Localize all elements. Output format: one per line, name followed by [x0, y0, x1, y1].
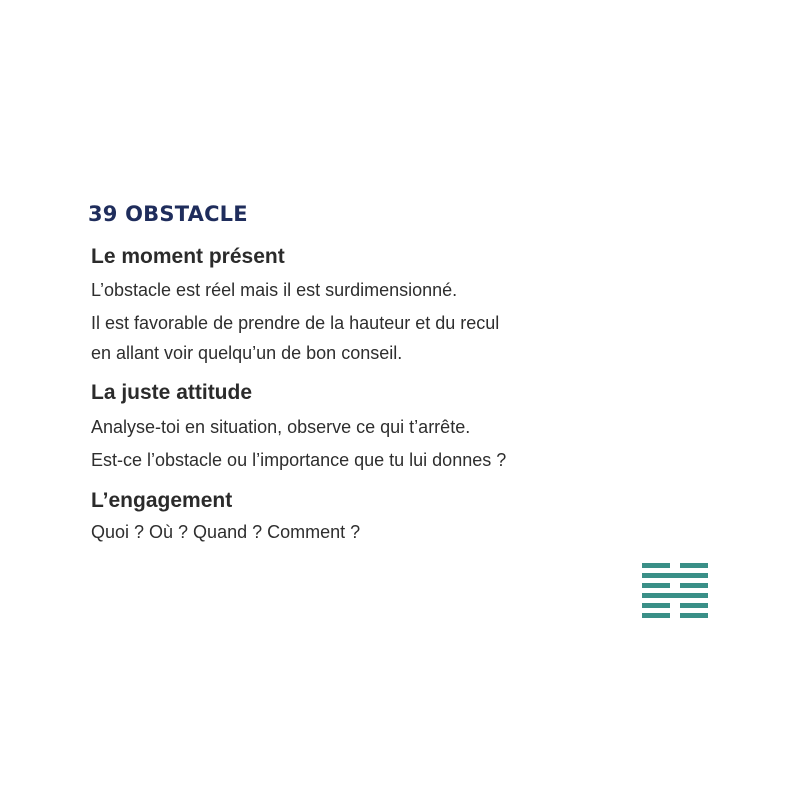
card-title: 39 OBSTACLE: [88, 202, 248, 226]
hexagram-segment: [642, 563, 670, 568]
hexagram-broken-line: [642, 583, 708, 588]
section-line: Quoi ? Où ? Quand ? Comment ?: [91, 522, 361, 542]
hexagram-segment: [680, 613, 708, 618]
hexagram-segment: [680, 563, 708, 568]
hexagram-solid-line: [642, 573, 708, 578]
hexagram-segment: [680, 583, 708, 588]
hexagram-segment: [642, 603, 670, 608]
section-line: Il est favorable de prendre de la hauteur et du recul: [91, 313, 500, 333]
hexagram-broken-line: [642, 613, 708, 618]
hexagram-icon: [642, 563, 708, 619]
hexagram-segment: [642, 593, 708, 598]
section-heading-attitude: La juste attitude: [91, 381, 253, 404]
hexagram-solid-line: [642, 593, 708, 598]
hexagram-broken-line: [642, 603, 708, 608]
hexagram-segment: [642, 613, 670, 618]
section-heading-moment: Le moment présent: [91, 245, 285, 268]
hexagram-broken-line: [642, 563, 708, 568]
section-line: L’obstacle est réel mais il est surdimensionné.: [91, 280, 458, 300]
hexagram-segment: [642, 583, 670, 588]
section-heading-engagement: L’engagement: [91, 489, 233, 512]
section-line: Est-ce l’obstacle ou l’importance que tu lui donnes ?: [91, 450, 507, 470]
hexagram-segment: [642, 573, 708, 578]
section-line: en allant voir quelqu’un de bon conseil.: [91, 343, 403, 363]
hexagram-segment: [680, 603, 708, 608]
section-line: Analyse-toi en situation, observe ce qui t’arrête.: [91, 417, 471, 437]
